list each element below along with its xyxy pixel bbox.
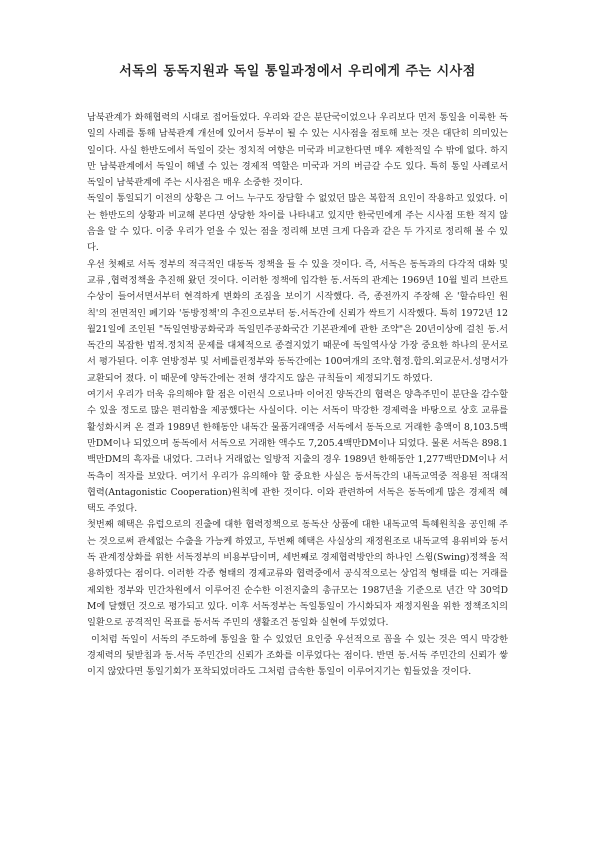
paragraph-conclusion: 이처럼 독일이 서독의 주도하에 통일을 할 수 있었던 요인중 우선적으로 꼽을 수 있는 것은 역시 막강한 경제력의 뒷받침과 동.서독 주민간의 신뢰가 조화를 이루었다는 점이다. 반면 동.서독 주민간의 신뢰가 쌓이지 않았다면 통일기회가 포착되었더라도 그처럼 급속한 통일이 이루어지기는 힘들었을 것이다. — [87, 633, 508, 678]
paragraph-first-lesson: 우선 첫째로 서독 정부의 적극적인 대동독 정책을 들 수 있을 것이다. 즉, 서독은 동독과의 다각적 대화 및 교류 ,협력정책을 추진해 왔던 것이다. 이러한 정책에 입각한 동.서독의 관계는 1969년 10월 빌리 브란트 수상이 들어서면서부터 현격하게 변화의 조짐을 보이기 시작했다. 즉, 종전까지 주장해 온 '할슈타인 원칙'의 전면적인 폐기와 '동방정책'의 추진으로부터 동.서독간에 신뢰가 싹트기 시작했다. 특히 1972년 12월21일에 조인된 "독일연방공화국과 독일민주공화국간 기본관계에 관한 조약"은 20년이상에 걸친 동.서독간의 복잡한 법적.정치적 문제를 대체적으로 종결지었기 때문에 독일역사상 가장 중요한 하나의 문서로서 평가된다. 이후 연방정부 및 서베를린정부와 동독간에는 100여개의 조약.협정.합의.외교문서.성명서가 교환되어 졌다. 이 때문에 양독간에는 전혀 생각지도 않은 규칙들이 제정되기도 하였다. — [87, 258, 508, 384]
paragraph-context: 독일이 통일되기 이전의 상황은 그 어느 누구도 장담할 수 없었던 많은 복합적 요인이 작용하고 있었다. 이는 한반도의 상황과 비교해 본다면 상당한 차이를 나타내고 있지만 한국민에게 주는 시사점 또한 적지 않음을 알 수 있다. 이중 우리가 얻을 수 있는 점을 정리해 보면 크게 다음과 같은 두 가지로 정리해 볼 수 있다. — [87, 193, 508, 254]
paragraph-benefits: 첫번째 혜택은 유럽으로의 진출에 대한 협력정책으로 동독산 상품에 대한 내독교역 특혜원칙을 공인해 주는 것으로써 관세없는 수출을 가능케 하였고, 두번째 혜택은 사실상의 재정원조로 내독교역 용위비와 동서독 관계정상화를 위한 서독정부의 비용부담이며, 세번째로 경제협력방안의 하나인 스윙(Swing)정책을 적용하였다는 점이다. 이러한 각종 형태의 경제교류와 협력중에서 공식적으로는 상업적 형태를 띠는 거래를 제외한 정부와 민간차원에서 이루어진 순수한 이전지출의 총규모는 1987년을 기준으로 년간 약 30억DM에 달했던 것으로 평가되고 있다. 이후 서독정부는 독일통일이 가시화되자 재정지원을 위한 정책조치의 일환으로 공격적인 목표를 동서독 주민의 생활조건 동일화 실현에 두었었다. — [87, 519, 508, 629]
paragraph-intro: 남북관계가 화해협력의 시대로 접어들었다. 우리와 같은 분단국이었으나 우리보다 먼저 통일을 이룩한 독일의 사례를 통해 남북관계 개선에 있어서 등부이 될 수 있는 시사점을 점토해 보는 것은 대단히 의미있는 일이다. 사실 한반도에서 독일이 갖는 정치적 여향은 미국과 비교한다면 매우 제한적일 수 밖에 없다. 하지만 남북관계에서 독일이 해낼 수 있는 경제적 역할은 미국과 거의 버금갈 수도 있다. 특히 통일 사례로서 독일이 남북관계에 주는 시사점은 매우 소중한 것이다. — [87, 112, 508, 189]
paragraph-cooperation: 여기서 우리가 더욱 유의해야 할 점은 이런식 으로나마 이어진 양독간의 협력은 양측주민이 분단을 감수할 수 있을 정도로 많은 편리함을 제공했다는 사실이다. 이는 서독이 막강한 경제력을 바탕으로 상호 교류를 활성화시켜 온 결과 1989년 한해동안 내독간 물품거래액중 서독에서 동독으로 거래한 총액이 8,103.5백만DM이나 되었으며 동독에서 서독으로 거래한 액수도 7,205.4백만DM이나 되었다. 물론 서독은 898.1백만DM의 흑자를 내었다. 그러나 거래없는 일방적 지출의 경우 1989년 한해동안 1,277백만DM이나 서독측이 적자를 보았다. 여기서 우리가 유의해야 할 중요한 사실은 동서독간의 내독교역중 적용된 적대적 협력(Antagonistic Cooperation)원칙에 관한 것이다. 이와 관련하여 서독은 동독에게 많은 경제적 혜택도 주었다. — [87, 389, 508, 515]
document-title: 서독의 동독지원과 독일 통일과정에서 우리에게 주는 시사점 — [119, 64, 476, 79]
